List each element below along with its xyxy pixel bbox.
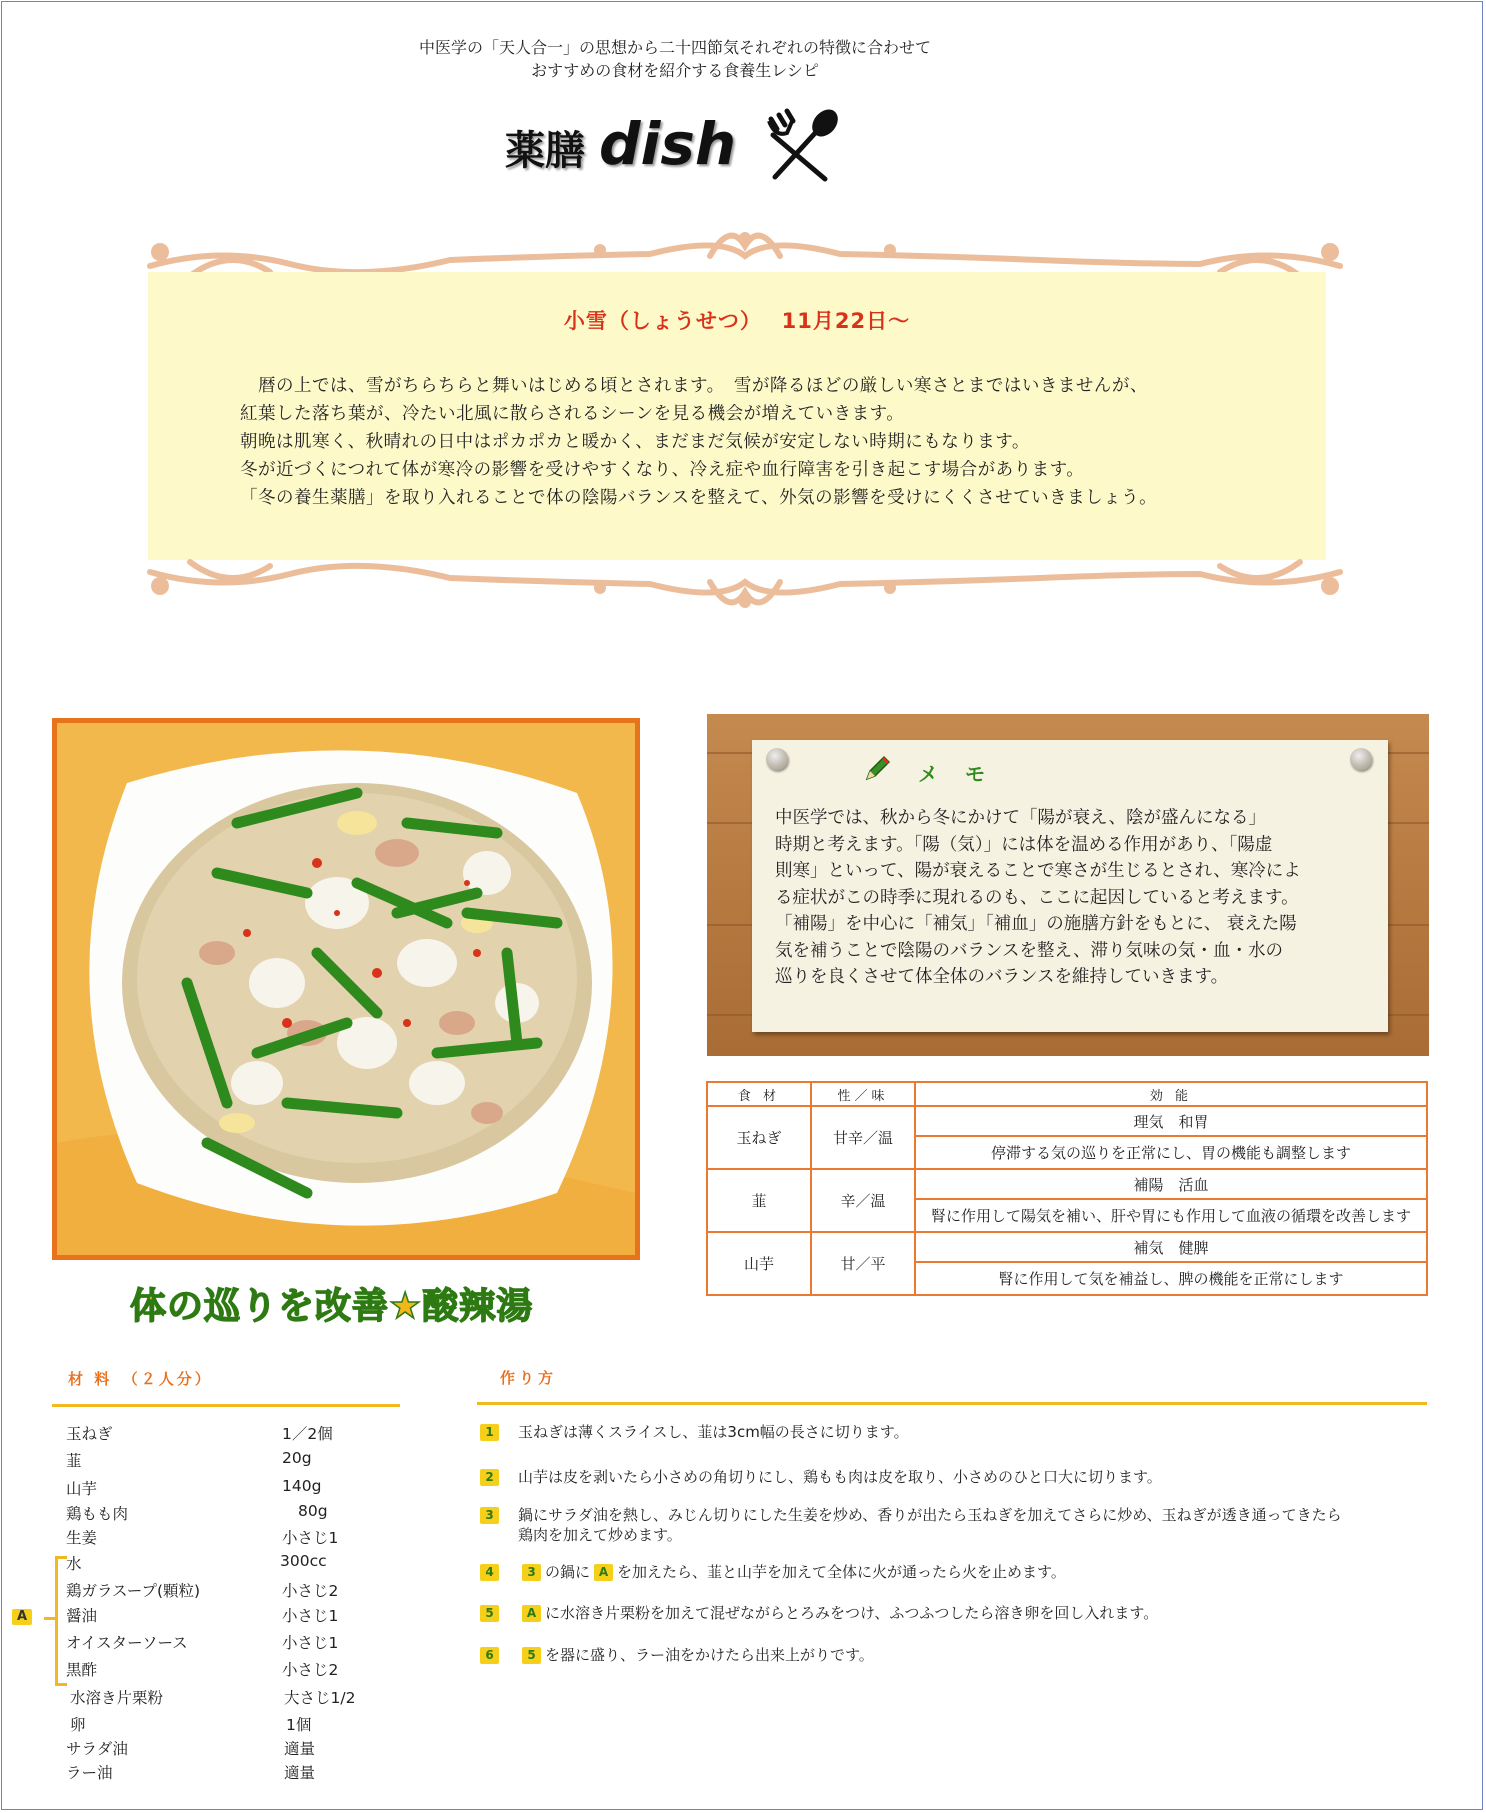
intro-text [330,36,1020,82]
ingredient-name: 卵 [70,1716,86,1734]
step-6 [480,1645,874,1665]
group-a-badge: A [12,1609,32,1625]
step-text [518,1505,1342,1545]
ingredient-name: ラー油 [66,1764,113,1782]
ingredient-amount: 適量 [284,1740,316,1758]
ingredient-amount: 小さじ1 [282,1529,339,1547]
food-cell: 山芋 [707,1232,811,1295]
pin-icon [1350,748,1372,770]
memo-line: 気を補うことで陰陽のバランスを整え、滞り気味の気・血・水の [775,940,1284,961]
ingredient-amount: 300cc [280,1552,327,1570]
pin-icon [766,748,788,770]
ingredient-amount: 小さじ2 [282,1582,339,1600]
ingredient-amount: 20g [282,1449,312,1467]
ingredient-name: オイスターソース [66,1634,188,1652]
detail-cell: 腎に作用して陽気を補い、肝や胃にも作用して血液の循環を改善します [915,1199,1427,1232]
ingredient-amount: 80g [298,1502,328,1520]
table-row [707,1169,1427,1199]
memo-line: る症状がこの時季に現れるのも、ここに起因していると考えます。 [775,887,1299,908]
ingredient-name: 鶏ガラスープ(顆粒) [66,1582,201,1600]
ingredient-name: 黒酢 [66,1661,98,1679]
step-text-part: を器に盛り、ラー油をかけたら出来上がりです。 [545,1646,874,1664]
memo-body [775,805,1380,991]
step-number-badge: 3 [480,1507,499,1524]
season-line: 紅葉した落ち葉が、冷たい北風に散らされるシーンを見る機会が増えていきます。 [240,404,905,424]
group-ref-badge: A [522,1605,541,1622]
logo-word: dish [598,110,737,178]
step-4 [480,1562,1066,1582]
effect-cell: 補陽 活血 [915,1169,1427,1199]
season-title: 小雪（しょうせつ） 11月22日～ [563,309,911,333]
ingredient-name: 鶏もも肉 [66,1505,129,1523]
step-ref-badge: 5 [522,1647,541,1664]
nature-cell: 甘辛／温 [811,1106,915,1169]
step-number-badge: 5 [480,1605,499,1622]
step-ref-badge: 3 [522,1564,541,1581]
materials-divider [52,1404,400,1407]
food-cell: 玉ねぎ [707,1106,811,1169]
ingredient-name: 醤油 [66,1607,98,1625]
logo [505,110,736,178]
dish-photo [52,718,640,1260]
ingredient-efficacy-table [706,1081,1428,1296]
dish-title: 体の巡りを改善★酸辣湯 [130,1286,534,1327]
nature-cell: 辛／温 [811,1169,915,1232]
ingredient-amount: 1個 [286,1716,312,1734]
steps-divider [477,1402,1427,1405]
ingredient-name: 玉ねぎ [66,1425,113,1443]
effect-cell: 理気 和胃 [915,1106,1427,1136]
step-text [518,1562,1066,1582]
ingredient-amount: 小さじ1 [282,1607,339,1625]
food-cell: 韮 [707,1169,811,1232]
season-line: 暦の上では、雪がちらちらと舞いはじめる頃とされます。 雪が降るほどの厳しい寒さとまではいきませんが、 [240,376,1148,396]
header-effect: 効 能 [915,1082,1427,1106]
memo-line: 中医学では、秋から冬にかけて「陽が衰え、陰が盛んになる」 [775,808,1267,828]
ingredient-amount: 小さじ2 [282,1661,339,1679]
step-text-part: の鍋に [545,1563,591,1581]
header-food: 食 材 [707,1082,811,1106]
step-1 [480,1422,909,1442]
memo-line: 則寒」といって、陽が衰えることで寒さが生じるとされ、寒冷によ [775,861,1301,881]
soup-bowl-illustration [57,723,635,1255]
step-5 [480,1603,1159,1623]
ingredient-amount: 適量 [284,1764,316,1782]
detail-cell: 腎に作用して気を補益し、脾の機能を正常にします [915,1262,1427,1295]
steps-heading: 作り方 [500,1369,558,1387]
season-line: 冬が近づくにつれて体が寒冷の影響を受けやすくなり、冷え症や血行障害を引き起こす場合があります。 [240,460,1085,480]
step-number-badge: 2 [480,1469,499,1486]
step-text-part: に水溶き片栗粉を加えて混ぜながらとろみをつけ、ふつふつしたら溶き卵を回し入れます。 [545,1604,1159,1622]
ingredient-amount: 1／2個 [282,1425,333,1443]
season-line: 「冬の養生薬膳」を取り入れることで体の陰陽バランスを整えて、外気の影響を受けにくくさせていきましょう。 [240,488,1158,508]
group-a-bracket-stem [44,1617,56,1620]
step-number-badge: 1 [480,1424,499,1441]
ingredient-name: 韮 [66,1452,82,1470]
header-nature: 性／味 [811,1082,915,1106]
pencil-icon [862,754,892,784]
ingredient-name: 生姜 [66,1529,98,1547]
table-row [707,1232,1427,1262]
materials-heading: 材 料 （２人分） [68,1370,213,1388]
step-number-badge: 4 [480,1564,499,1581]
memo-title: メ モ [918,762,995,786]
table-header-row [707,1082,1427,1106]
ingredient-name: 山芋 [66,1480,98,1498]
ingredient-amount: 小さじ1 [282,1634,339,1652]
step-3 [480,1505,1342,1544]
effect-cell: 補気 健脾 [915,1232,1427,1262]
ingredient-name: サラダ油 [66,1740,128,1758]
bottom-ornament [130,552,1360,612]
step-text-line: 鍋にサラダ油を熱し、みじん切りにした生姜を炒め、香りが出たら玉ねぎを加えてさらに炒め、玉ねぎが透き通ってきたら [518,1506,1342,1524]
memo-line: 「補陽」を中心に「補気」「補血」の施膳方針をもとに、 衰えた陽 [775,914,1297,934]
intro-line-1: 中医学の「天人合一」の思想から二十四節気それぞれの特徴に合わせて [418,38,931,57]
step-text: 山芋は皮を剥いたら小さめの角切りにし、鶏もも肉は皮を取り、小さめのひと口大に切ります。 [518,1468,1162,1486]
ingredient-amount: 大さじ1/2 [284,1689,356,1707]
memo-line: 巡りを良くさせて体全体のバランスを維持していきます。 [775,967,1229,987]
memo-line: 時期と考えます。「陽（気）」には体を温める作用があり、「陽虚 [775,834,1273,855]
intro-line-2: おすすめの食材を紹介する食養生レシピ [531,61,819,80]
step-2 [480,1467,1162,1487]
step-text: 玉ねぎは薄くスライスし、韮は3cm幅の長さに切ります。 [518,1423,909,1441]
ingredient-name: 水 [66,1555,82,1573]
step-text-part: を加えたら、韮と山芋を加えて全体に火が通ったら火を止めます。 [617,1563,1066,1581]
season-description [240,372,1280,512]
table-row [707,1106,1427,1136]
step-number-badge: 6 [480,1647,499,1664]
season-line: 朝晩は肌寒く、秋晴れの日中はポカポカと暖かく、まだまだ気候が安定しない時期にもなります。 [240,432,1030,452]
group-ref-badge: A [594,1564,613,1581]
step-text-line: 鶏肉を加えて炒めます。 [518,1526,682,1544]
ingredient-name: 水溶き片栗粉 [70,1689,164,1707]
nature-cell: 甘／平 [811,1232,915,1295]
fork-spoon-icon [765,107,843,183]
detail-cell: 停滞する気の巡りを正常にし、胃の機能も調整します [915,1136,1427,1169]
step-text [518,1645,874,1665]
logo-kanji: 薬膳 [505,127,585,174]
ingredient-amount: 140g [282,1477,322,1495]
step-text [518,1603,1158,1623]
